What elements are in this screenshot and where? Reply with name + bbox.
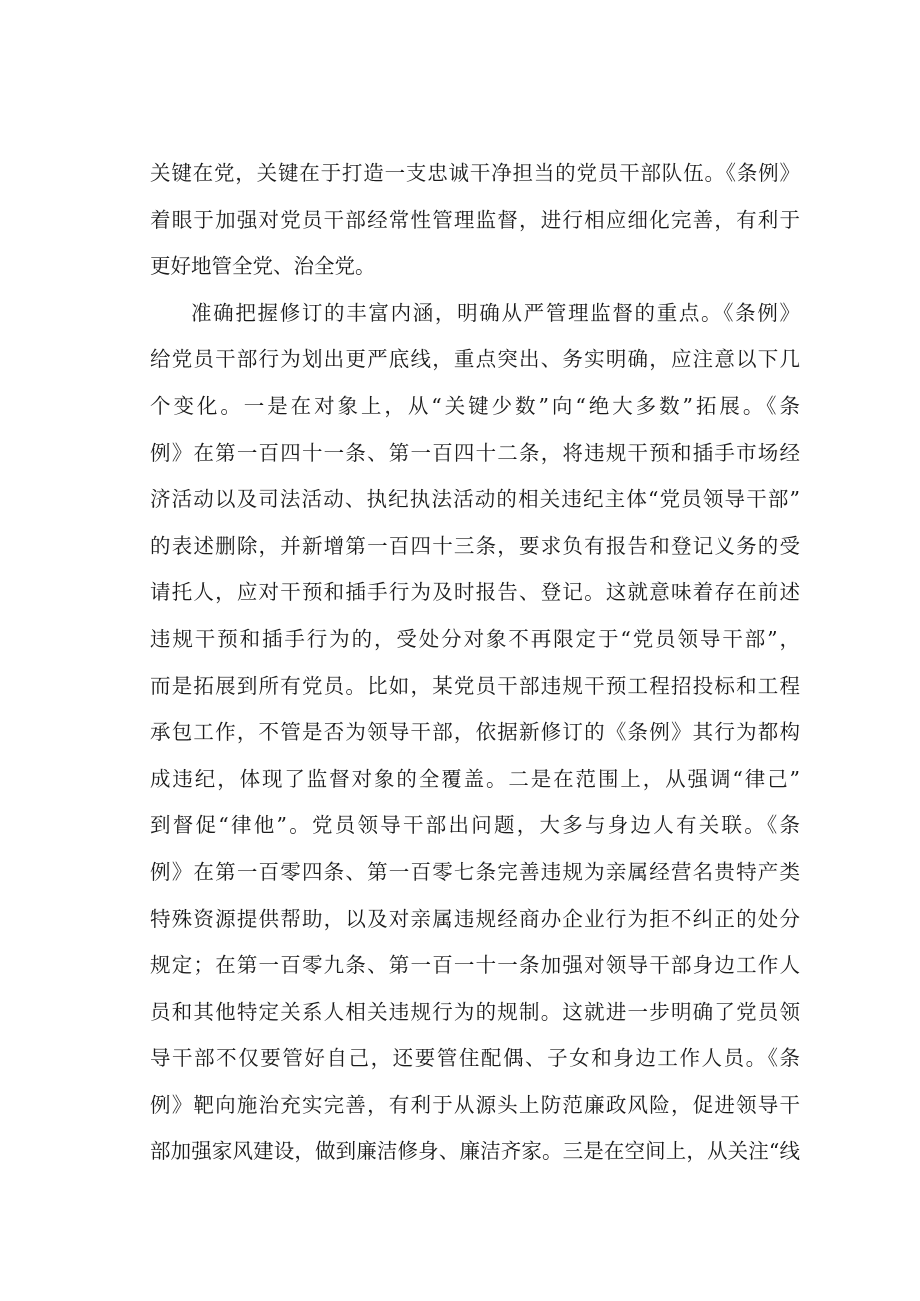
text-line: 例》在第一百四十一条、第一百四十二条，将违规干预和插手市场经 [150,440,800,465]
text-line: 成违纪，体现了监督对象的全覆盖。二是在范围上，从强调“律己” [150,766,800,791]
paragraph-1 [150,150,800,290]
text-line: 到督促“律他”。党员领导干部出问题，大多与身边人有关联。《条 [150,813,800,838]
paragraph-2 [150,290,800,1175]
text-line: 个变化。一是在对象上，从“关键少数”向“绝大多数”拓展。《条 [150,393,800,418]
text-line: 规定；在第一百零九条、第一百一十一条加强对领导干部身边工作人 [150,953,800,978]
text-line: 济活动以及司法活动、执纪执法活动的相关违纪主体“党员领导干部” [150,487,800,512]
text-line: 准确把握修订的丰富内涵，明确从严管理监督的重点。《条例》 [191,300,800,325]
text-line: 例》靶向施治充实完善，有利于从源头上防范廉政风险，促进领导干 [150,1092,800,1117]
text-line: 特殊资源提供帮助，以及对亲属违规经商办企业行为拒不纠正的处分 [150,906,800,931]
document-body [150,150,800,1175]
text-line: 着眼于加强对党员干部经常性管理监督，进行相应细化完善，有利于 [150,207,800,232]
text-line: 部加强家风建设，做到廉洁修身、廉洁齐家。三是在空间上，从关注“线 [150,1139,800,1164]
text-line: 员和其他特定关系人相关违规行为的规制。这就进一步明确了党员领 [150,999,800,1024]
text-line: 请托人，应对干预和插手行为及时报告、登记。这就意味着存在前述 [150,580,800,605]
text-line: 承包工作，不管是否为领导干部，依据新修订的《条例》其行为都构 [150,720,800,745]
text-line: 给党员干部行为划出更严底线，重点突出、务实明确，应注意以下几 [150,347,800,372]
text-line: 例》在第一百零四条、第一百零七条完善违规为亲属经营名贵特产类 [150,859,800,884]
text-line: 关键在党，关键在于打造一支忠诚干净担当的党员干部队伍。《条例》 [150,161,800,185]
text-line: 的表述删除，并新增第一百四十三条，要求负有报告和登记义务的受 [150,533,800,558]
text-line: 而是拓展到所有党员。比如，某党员干部违规干预工程招投标和工程 [150,673,800,698]
text-line: 违规干预和插手行为的，受处分对象不再限定于“党员领导干部”， [150,626,800,651]
text-line: 导干部不仅要管好自己，还要管住配偶、子女和身边工作人员。《条 [150,1046,800,1071]
text-line: 更好地管全党、治全党。 [150,254,376,279]
